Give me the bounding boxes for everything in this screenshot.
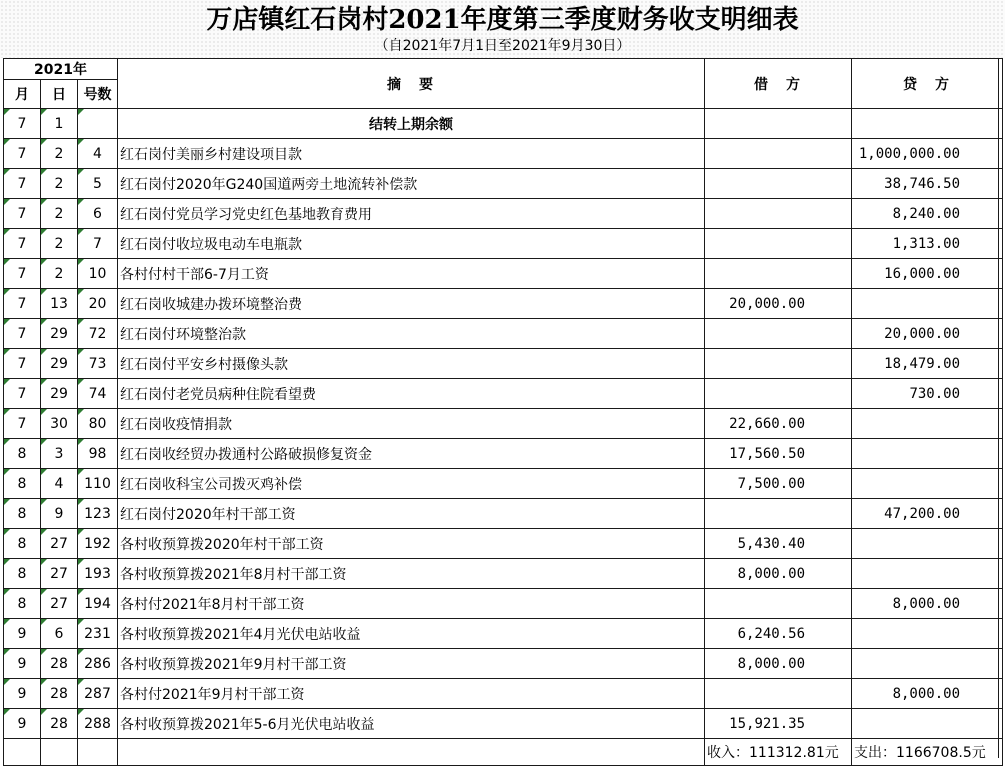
- row-number: 72: [78, 319, 118, 349]
- row-number: 73: [78, 349, 118, 379]
- row-credit: 8,000.00: [852, 679, 1003, 709]
- row-number: 110: [78, 469, 118, 499]
- table-row: [4, 709, 1003, 739]
- row-debit: 7,500.00: [705, 469, 852, 499]
- table-row: [4, 409, 1003, 439]
- row-summary: 红石岗收科宝公司拨灭鸡补偿: [118, 469, 705, 499]
- row-summary: 红石岗付党员学习党史红色基地教育费用: [118, 199, 705, 229]
- row-month: 7: [4, 289, 41, 319]
- row-summary: 红石岗付收垃圾电动车电瓶款: [118, 229, 705, 259]
- totals-empty-summary: [118, 739, 705, 766]
- row-summary: 各村付2021年8月村干部工资: [118, 589, 705, 619]
- row-number: 192: [78, 529, 118, 559]
- row-month: 7: [4, 139, 41, 169]
- table-row: [4, 319, 1003, 349]
- table-row: [4, 679, 1003, 709]
- table-row: [4, 499, 1003, 529]
- row-day: 2: [41, 139, 78, 169]
- carry-over-row: [4, 109, 1003, 139]
- row-day: 4: [41, 469, 78, 499]
- row-debit: 8,000.00: [705, 649, 852, 679]
- table-row: [4, 529, 1003, 559]
- totals-empty-day: [41, 739, 78, 766]
- row-debit: [705, 349, 852, 379]
- row-credit: 1,313.00: [852, 229, 1003, 259]
- row-number: 10: [78, 259, 118, 289]
- row-credit: [852, 409, 1003, 439]
- header-month: 月: [4, 80, 41, 109]
- table-row: [4, 619, 1003, 649]
- row-month: 8: [4, 559, 41, 589]
- row-debit: [705, 679, 852, 709]
- row-summary: 红石岗收经贸办拨通村公路破损修复资金: [118, 439, 705, 469]
- header-day: 日: [41, 80, 78, 109]
- income-total: 收入：111312.81元: [705, 739, 852, 766]
- row-day: 29: [41, 379, 78, 409]
- row-number: 6: [78, 199, 118, 229]
- row-number: 80: [78, 409, 118, 439]
- row-number: 194: [78, 589, 118, 619]
- row-debit: [705, 169, 852, 199]
- header-debit: 借 方: [705, 59, 852, 109]
- row-summary: 各村收预算拨2021年9月村干部工资: [118, 649, 705, 679]
- row-debit: [705, 589, 852, 619]
- table-row: [4, 349, 1003, 379]
- row-debit: 17,560.50: [705, 439, 852, 469]
- row-day: 27: [41, 589, 78, 619]
- row-day: 3: [41, 439, 78, 469]
- row-month: 9: [4, 619, 41, 649]
- row-day: 2: [41, 259, 78, 289]
- row-summary: 各村付2021年9月村干部工资: [118, 679, 705, 709]
- row-number: 123: [78, 499, 118, 529]
- row-summary: 各村收预算拨2020年村干部工资: [118, 529, 705, 559]
- row-day: 13: [41, 289, 78, 319]
- table-row: [4, 199, 1003, 229]
- page-title: 万店镇红石岗村2021年度第三季度财务收支明细表: [206, 5, 799, 35]
- row-number: 5: [78, 169, 118, 199]
- table-row: [4, 439, 1003, 469]
- carry-over-summary: 结转上期余额: [118, 109, 705, 139]
- row-day: 9: [41, 499, 78, 529]
- row-debit: 8,000.00: [705, 559, 852, 589]
- row-credit: [852, 619, 1003, 649]
- row-debit: [705, 199, 852, 229]
- row-number: 4: [78, 139, 118, 169]
- row-credit: 38,746.50: [852, 169, 1003, 199]
- totals-empty-number: [78, 739, 118, 766]
- row-summary: 红石岗付美丽乡村建设项目款: [118, 139, 705, 169]
- row-day: 29: [41, 319, 78, 349]
- row-credit: 47,200.00: [852, 499, 1003, 529]
- row-summary: 各村付村干部6-7月工资: [118, 259, 705, 289]
- row-summary: 红石岗收疫情捐款: [118, 409, 705, 439]
- table-row: [4, 649, 1003, 679]
- row-summary: 红石岗付老党员病种住院看望费: [118, 379, 705, 409]
- row-summary: 红石岗付2020年G240国道两旁土地流转补偿款: [118, 169, 705, 199]
- row-month: 7: [4, 349, 41, 379]
- row-month: 7: [4, 229, 41, 259]
- row-summary: 红石岗付2020年村干部工资: [118, 499, 705, 529]
- row-month: 9: [4, 679, 41, 709]
- carry-over-debit: [705, 109, 852, 139]
- row-day: 28: [41, 709, 78, 739]
- row-month: 8: [4, 469, 41, 499]
- row-debit: [705, 499, 852, 529]
- row-debit: 15,921.35: [705, 709, 852, 739]
- header-credit: 贷 方: [852, 59, 1003, 109]
- table-row: [4, 589, 1003, 619]
- row-day: 27: [41, 529, 78, 559]
- page-subtitle: （自2021年7月1日至2021年9月30日）: [374, 38, 631, 54]
- carry-over-credit: [852, 109, 1003, 139]
- row-day: 2: [41, 199, 78, 229]
- row-number: 20: [78, 289, 118, 319]
- row-day: 28: [41, 649, 78, 679]
- carry-over-day: 1: [41, 109, 78, 139]
- row-month: 7: [4, 409, 41, 439]
- row-summary: 各村收预算拨2021年5-6月光伏电站收益: [118, 709, 705, 739]
- row-day: 29: [41, 349, 78, 379]
- row-day: 2: [41, 229, 78, 259]
- right-edge-strip: [998, 58, 1005, 758]
- row-number: 286: [78, 649, 118, 679]
- row-number: 288: [78, 709, 118, 739]
- row-credit: 18,479.00: [852, 349, 1003, 379]
- row-number: 74: [78, 379, 118, 409]
- row-number: 287: [78, 679, 118, 709]
- row-debit: 5,430.40: [705, 529, 852, 559]
- table-row: [4, 169, 1003, 199]
- row-credit: [852, 529, 1003, 559]
- row-month: 7: [4, 259, 41, 289]
- table-row: [4, 289, 1003, 319]
- row-day: 27: [41, 559, 78, 589]
- row-number: 98: [78, 439, 118, 469]
- row-credit: 8,240.00: [852, 199, 1003, 229]
- row-number: 7: [78, 229, 118, 259]
- header-summary: 摘 要: [118, 59, 705, 109]
- row-day: 6: [41, 619, 78, 649]
- row-credit: [852, 559, 1003, 589]
- table-row: [4, 559, 1003, 589]
- row-debit: [705, 139, 852, 169]
- row-debit: [705, 319, 852, 349]
- totals-empty-month: [4, 739, 41, 766]
- row-credit: [852, 439, 1003, 469]
- row-month: 9: [4, 649, 41, 679]
- row-credit: [852, 709, 1003, 739]
- carry-over-number: [78, 109, 118, 139]
- header-number: 号数: [78, 80, 118, 109]
- expense-total: 支出：1166708.5元: [852, 739, 1003, 766]
- row-credit: 20,000.00: [852, 319, 1003, 349]
- row-debit: 20,000.00: [705, 289, 852, 319]
- row-summary: 红石岗付环境整治款: [118, 319, 705, 349]
- row-month: 7: [4, 169, 41, 199]
- row-summary: 红石岗付平安乡村摄像头款: [118, 349, 705, 379]
- row-summary: 各村收预算拨2021年8月村干部工资: [118, 559, 705, 589]
- row-credit: 16,000.00: [852, 259, 1003, 289]
- row-month: 8: [4, 589, 41, 619]
- totals-row: [4, 739, 1003, 766]
- row-credit: 730.00: [852, 379, 1003, 409]
- row-credit: 8,000.00: [852, 589, 1003, 619]
- table-row: [4, 259, 1003, 289]
- row-month: 9: [4, 709, 41, 739]
- table-row: [4, 469, 1003, 499]
- row-credit: [852, 289, 1003, 319]
- row-debit: [705, 379, 852, 409]
- row-day: 30: [41, 409, 78, 439]
- row-month: 7: [4, 319, 41, 349]
- table-row: [4, 379, 1003, 409]
- carry-over-month: 7: [4, 109, 41, 139]
- row-day: 28: [41, 679, 78, 709]
- header-year: 2021年: [4, 59, 118, 80]
- row-credit: [852, 469, 1003, 499]
- row-day: 2: [41, 169, 78, 199]
- row-debit: [705, 259, 852, 289]
- row-month: 8: [4, 439, 41, 469]
- row-debit: 6,240.56: [705, 619, 852, 649]
- row-credit: 1,000,000.00: [852, 139, 1003, 169]
- row-number: 231: [78, 619, 118, 649]
- row-month: 7: [4, 379, 41, 409]
- row-month: 8: [4, 499, 41, 529]
- row-month: 7: [4, 199, 41, 229]
- ledger-table: [3, 58, 1003, 766]
- row-summary: 各村收预算拨2021年4月光伏电站收益: [118, 619, 705, 649]
- row-month: 8: [4, 529, 41, 559]
- row-summary: 红石岗收城建办拨环境整治费: [118, 289, 705, 319]
- table-row: [4, 139, 1003, 169]
- row-number: 193: [78, 559, 118, 589]
- row-debit: 22,660.00: [705, 409, 852, 439]
- row-credit: [852, 649, 1003, 679]
- table-row: [4, 229, 1003, 259]
- row-debit: [705, 229, 852, 259]
